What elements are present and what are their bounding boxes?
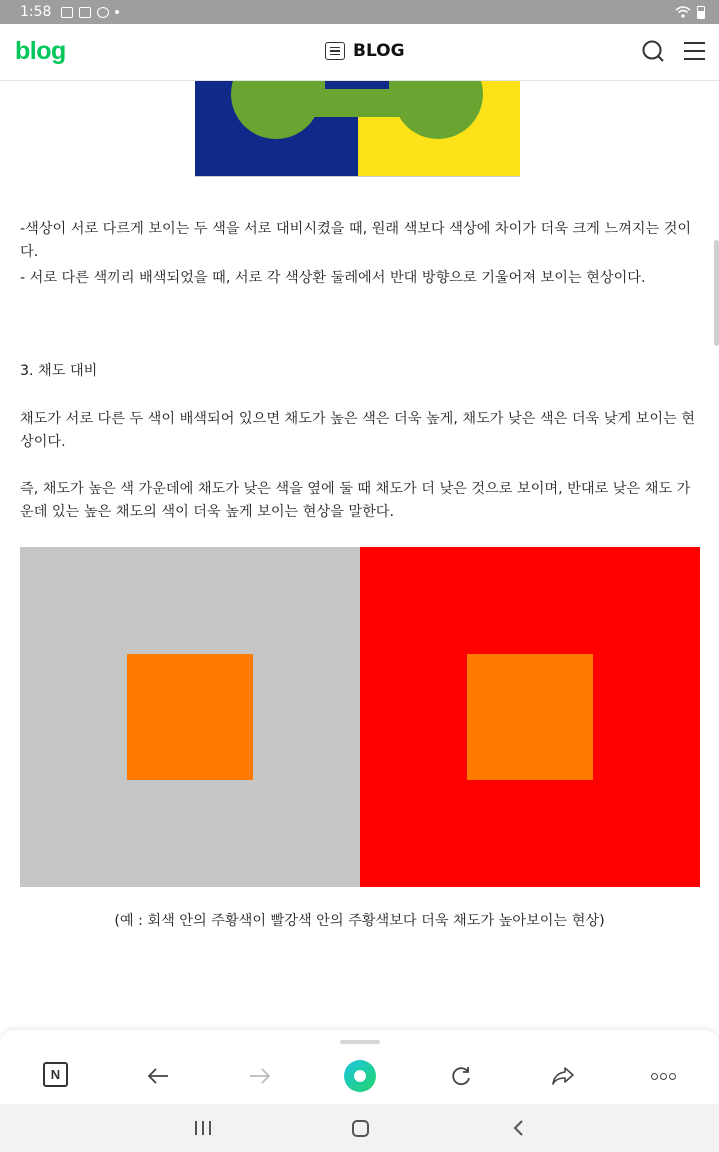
orange-square-on-red: [467, 654, 593, 780]
system-navbar: [0, 1104, 719, 1152]
share-icon[interactable]: [549, 1062, 577, 1090]
blog-logo[interactable]: blog: [15, 37, 66, 65]
blog-title: BLOG: [353, 41, 405, 61]
instagram-icon: [79, 7, 91, 18]
blog-header: [0, 24, 719, 81]
figure-caption: (예 : 회색 안의 주황색이 빨강색 안의 주황색보다 더욱 채도가 높아보이는 현상): [114, 913, 605, 929]
gallery-icon: [61, 7, 73, 18]
reload-icon[interactable]: [447, 1062, 475, 1090]
recent-apps-icon[interactable]: [195, 1121, 211, 1135]
saturation-contrast-image: [20, 547, 700, 887]
naver-icon[interactable]: N: [43, 1062, 68, 1087]
drag-handle[interactable]: [340, 1040, 380, 1044]
home-icon[interactable]: [352, 1120, 369, 1137]
browser-toolbar: [0, 1030, 719, 1104]
facebook-icon: [97, 7, 109, 18]
hue-contrast-image: [195, 81, 520, 177]
menu-icon[interactable]: [684, 42, 705, 60]
battery-icon: [697, 6, 705, 19]
back-arrow-icon[interactable]: [144, 1062, 172, 1090]
status-bar: [0, 0, 719, 24]
red-panel: [360, 547, 700, 887]
orange-square-on-gray: [127, 654, 253, 780]
hue-contrast-text-2: - 서로 다른 색끼리 배색되었을 때, 서로 각 색상환 둘레에서 반대 방향으로 기울어져 보이는 현상이다.: [20, 270, 646, 286]
home-green-icon[interactable]: [344, 1060, 376, 1092]
back-icon[interactable]: [510, 1118, 528, 1138]
search-icon[interactable]: [642, 40, 664, 62]
forward-arrow-icon[interactable]: [246, 1062, 274, 1090]
wifi-icon: [675, 6, 691, 18]
status-time: 1:58: [20, 4, 52, 20]
dot-icon: [115, 10, 119, 14]
hue-contrast-text-1: -색상이 서로 다르게 보이는 두 색을 서로 대비시켰을 때, 원래 색보다 색상에 차이가 더욱 크게 느껴지는 것이다.: [20, 221, 692, 260]
scrollbar[interactable]: [714, 240, 719, 346]
blog-title-button[interactable]: [325, 41, 405, 61]
list-icon: [325, 42, 345, 60]
saturation-text-2: 즉, 채도가 높은 색 가운데에 채도가 낮은 색을 옆에 둘 때 채도가 더 낮은 것으로 보이며, 반대로 낮은 채도 가운데 있는 높은 채도의 색이 더욱 높게 보이는 현상을 말한다.: [20, 481, 691, 520]
section-heading: 3. 채도 대비: [20, 363, 98, 379]
saturation-text-1: 채도가 서로 다른 두 색이 배색되어 있으면 채도가 높은 색은 더욱 높게, 채도가 낮은 색은 더욱 낮게 보이는 현상이다.: [20, 411, 696, 450]
more-icon[interactable]: [649, 1062, 677, 1090]
gray-panel: [20, 547, 360, 887]
